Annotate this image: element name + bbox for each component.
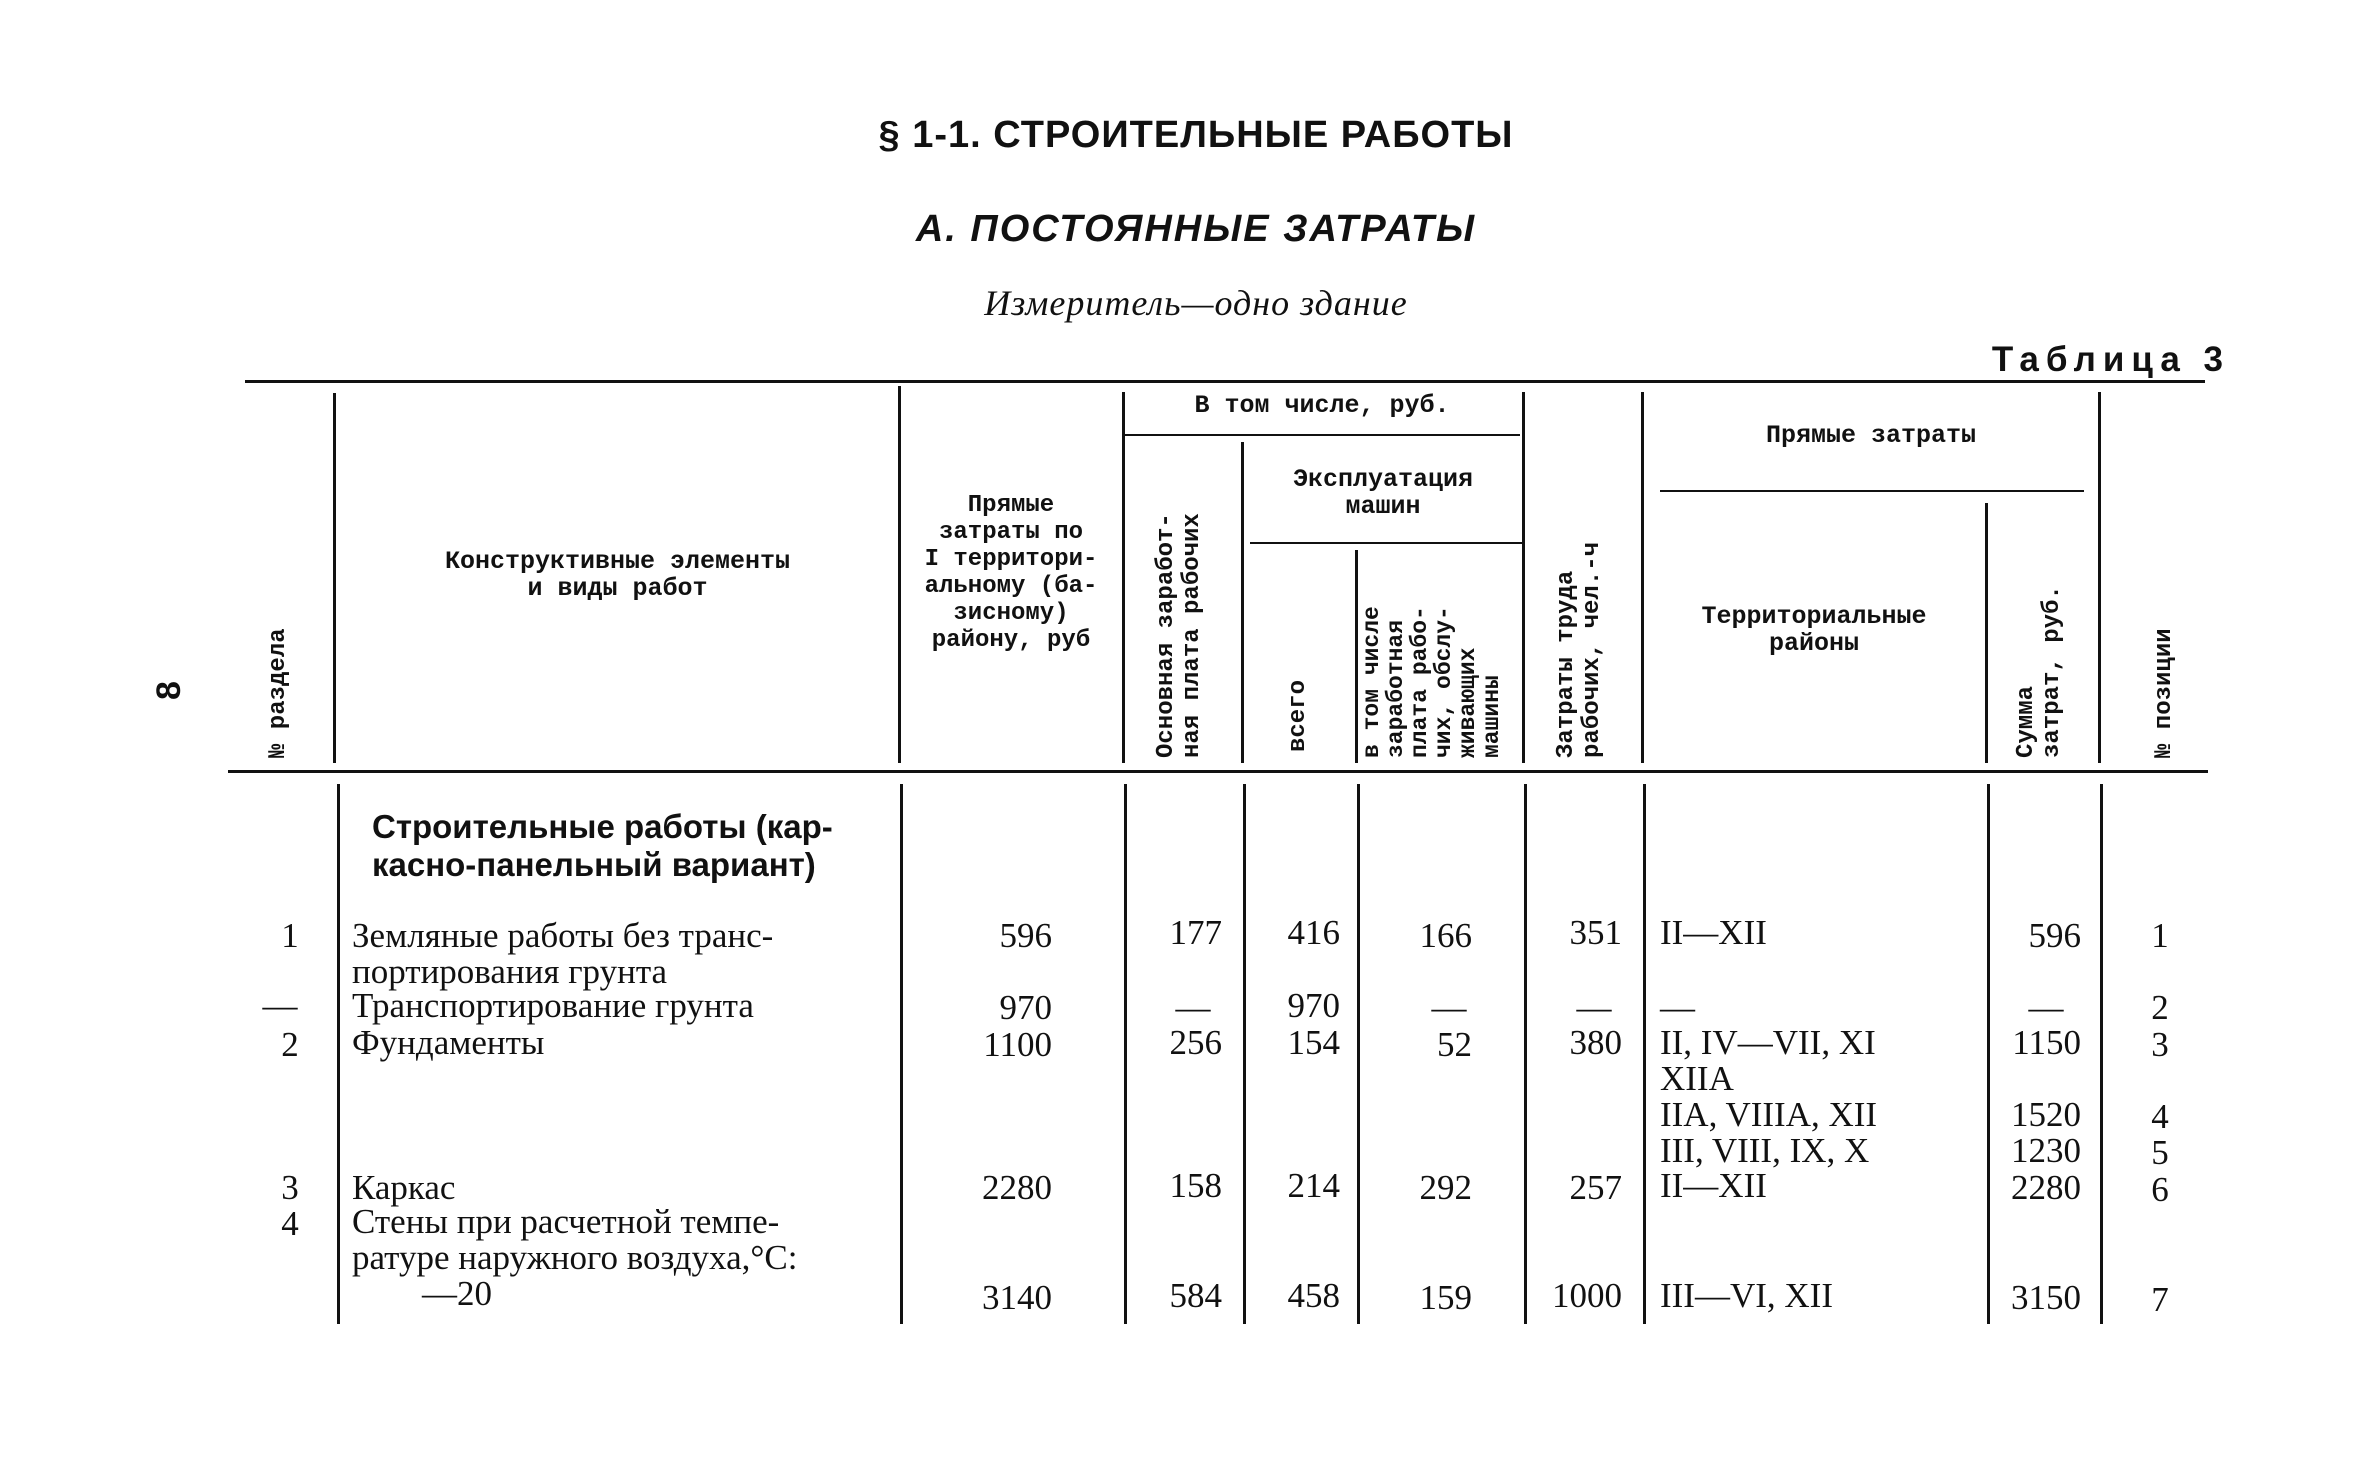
header-elements	[340, 548, 895, 602]
cell-sum-line: 1520	[2011, 1095, 2081, 1134]
header-section-no: № раздела	[265, 628, 292, 758]
col-divider	[1243, 784, 1246, 1324]
cell-position-no	[2110, 1027, 2210, 1171]
cell-regions: II—XII	[1660, 913, 1767, 952]
col-divider	[898, 386, 901, 763]
cell-regions: —	[1660, 988, 1695, 1027]
cell-sum: —	[2028, 988, 2064, 1027]
cell-regions-line: III, VIII, IX, X	[1660, 1131, 1870, 1170]
cell-position-no: 2	[2151, 988, 2169, 1027]
header-total: всего	[1285, 679, 1312, 752]
header-direct-costs-base	[905, 492, 1117, 654]
header-line: затраты по	[938, 519, 1084, 546]
group-title	[372, 808, 833, 884]
cell-name: Фундаменты	[352, 1023, 545, 1062]
header-line: живающих	[1455, 647, 1481, 758]
subtitle: А. ПОСТОЯННЫЕ ЗАТРАТЫ	[915, 208, 1477, 250]
header-line: затрат, руб.	[2039, 585, 2066, 758]
cell-name	[352, 918, 773, 990]
including-rule	[1122, 434, 1520, 436]
col-divider	[1522, 392, 1525, 763]
header-sum	[2014, 585, 2066, 758]
cell-sum-line: 1230	[2011, 1131, 2081, 1170]
cell-machines-total: 214	[1287, 1166, 1340, 1205]
header-including: В том числе, руб.	[1194, 391, 1450, 420]
header-line: плата рабо-	[1407, 606, 1433, 758]
cell-name-line: Земляные работы без транс-	[352, 916, 774, 955]
col-divider	[2100, 784, 2103, 1324]
col-divider	[1241, 442, 1244, 763]
header-line: району, руб	[931, 627, 1091, 654]
header-line: Затраты труда	[1553, 570, 1580, 758]
header-line: машин	[1345, 492, 1421, 521]
cell-regions-line: XIIA	[1660, 1059, 1734, 1098]
cell-operators-wage: —	[1431, 988, 1467, 1027]
cell-regions-line: IIA, VIIIA, XII	[1660, 1095, 1878, 1134]
cell-base-cost: 1100	[983, 1025, 1052, 1064]
header-line: ная плата рабочих	[1179, 513, 1206, 758]
col-divider	[1524, 784, 1527, 1324]
header-line: в том числе	[1359, 606, 1385, 758]
col-divider	[900, 784, 903, 1324]
page-number: 8	[150, 681, 188, 700]
header-line: I территори-	[924, 546, 1098, 573]
cell-base-wage: 158	[1169, 1166, 1222, 1205]
cell-name-line: Стены при расчетной темпе-	[352, 1202, 780, 1241]
cell-regions-line: II, IV—VII, XI	[1660, 1023, 1876, 1062]
header-line: Территориальные	[1701, 602, 1927, 631]
cell-operators-wage: 292	[1419, 1168, 1472, 1207]
header-line: заработная	[1383, 619, 1409, 758]
cell-pos-line	[2110, 1063, 2210, 1099]
cell-sum: 596	[2028, 916, 2081, 955]
cell-name: Каркас	[352, 1168, 456, 1207]
cell-labor: 380	[1569, 1023, 1622, 1062]
header-elements-line: Конструктивные элементы	[444, 547, 791, 576]
cell-base-wage: 177	[1169, 913, 1222, 952]
group-title-line: касно-панельный вариант)	[372, 846, 816, 883]
header-line: Эксплуатация	[1292, 465, 1474, 494]
header-position-no: № позиции	[2151, 628, 2178, 758]
cell-operators-wage: 159	[1419, 1278, 1472, 1317]
cell-operators-wage: 52	[1437, 1025, 1472, 1064]
cell-base-cost: 970	[999, 988, 1052, 1027]
cell-base-cost: 3140	[982, 1278, 1052, 1317]
cell-operators-wage: 166	[1419, 916, 1472, 955]
header-direct-costs: Прямые затраты	[1765, 421, 1977, 450]
header-line: зисному)	[953, 600, 1069, 627]
cell-regions: II—XII	[1660, 1166, 1767, 1205]
cell-sum: 2280	[2011, 1168, 2081, 1207]
col-divider	[1124, 784, 1127, 1324]
group-title-line: Строительные работы (кар-	[372, 808, 833, 845]
col-divider	[1641, 392, 1644, 763]
cell-base-wage: 584	[1169, 1276, 1222, 1315]
cell-base-cost: 596	[999, 916, 1052, 955]
header-line: альному (ба-	[924, 573, 1098, 600]
cell-machines-total: 970	[1287, 986, 1340, 1025]
cell-machines-total: 416	[1287, 913, 1340, 952]
section-title: § 1-1. СТРОИТЕЛЬНЫЕ РАБОТЫ	[878, 114, 1514, 156]
table-top-rule	[245, 380, 2205, 383]
cell-name-line: портирования грунта	[352, 952, 668, 991]
cell-sum	[1993, 1025, 2081, 1169]
cell-name-line: ратуре наружного воздуха,°С:	[352, 1238, 798, 1277]
cell-sum-line: 1150	[2012, 1023, 2081, 1062]
unit-of-measure: Измеритель—одно здание	[984, 283, 1408, 323]
cell-position-no: 1	[2151, 916, 2169, 955]
machines-rule	[1250, 542, 1522, 544]
header-base-wage	[1154, 513, 1206, 758]
cell-machines-total: 458	[1287, 1276, 1340, 1315]
cell-name	[352, 1204, 797, 1312]
cell-base-wage: —	[1175, 988, 1211, 1027]
cell-labor: —	[1576, 988, 1612, 1027]
cell-position-no: 6	[2151, 1170, 2169, 1209]
cell-position-no: 7	[2151, 1280, 2169, 1319]
col-divider	[337, 784, 340, 1324]
cell-labor: 257	[1569, 1168, 1622, 1207]
cell-section-no: 3	[281, 1168, 299, 1207]
col-divider	[1357, 784, 1360, 1324]
header-elements-line: и виды работ	[527, 574, 708, 603]
cell-regions	[1660, 1025, 1877, 1169]
cell-name: Транспортирование грунта	[352, 986, 754, 1025]
cell-section-no: 1	[281, 916, 299, 955]
col-divider	[2098, 392, 2101, 763]
cell-pos-line: 4	[2151, 1097, 2169, 1136]
cell-pos-line: 3	[2151, 1025, 2169, 1064]
col-divider	[1985, 503, 1988, 763]
header-line: Сумма	[2013, 685, 2040, 758]
cell-section-no: —	[262, 986, 298, 1025]
cell-labor: 351	[1569, 913, 1622, 952]
cell-sum: 3150	[2011, 1278, 2081, 1317]
table-label: Таблица 3	[1991, 340, 2230, 379]
header-line: чих, обслу-	[1431, 606, 1457, 758]
cell-sum-line	[1993, 1061, 2081, 1097]
header-bottom-rule	[228, 770, 2208, 773]
header-line: машины	[1479, 675, 1505, 758]
cell-pos-line: 5	[2151, 1133, 2169, 1172]
cell-machines-total: 154	[1287, 1023, 1340, 1062]
cell-base-wage: 256	[1169, 1023, 1222, 1062]
cell-section-no: 4	[281, 1204, 299, 1243]
cell-section-no: 2	[281, 1025, 299, 1064]
header-line: Прямые	[967, 492, 1055, 519]
header-operators-wage	[1360, 606, 1504, 758]
header-regions	[1646, 603, 1982, 657]
direct-costs-rule	[1660, 490, 2084, 492]
col-divider	[1643, 784, 1646, 1324]
col-divider	[1122, 392, 1125, 763]
col-divider	[1355, 550, 1358, 763]
col-divider	[1987, 784, 1990, 1324]
cell-base-cost: 2280	[982, 1168, 1052, 1207]
header-line: районы	[1768, 629, 1859, 658]
cell-labor: 1000	[1552, 1276, 1622, 1315]
header-line: рабочих, чел.-ч	[1579, 541, 1606, 758]
col-divider	[333, 393, 336, 763]
header-line: Основная заработ-	[1153, 513, 1180, 758]
cell-regions: III—VI, XII	[1660, 1276, 1833, 1315]
header-labor	[1554, 542, 1606, 758]
header-machines	[1246, 466, 1520, 520]
cell-name-line: —20	[422, 1274, 492, 1313]
